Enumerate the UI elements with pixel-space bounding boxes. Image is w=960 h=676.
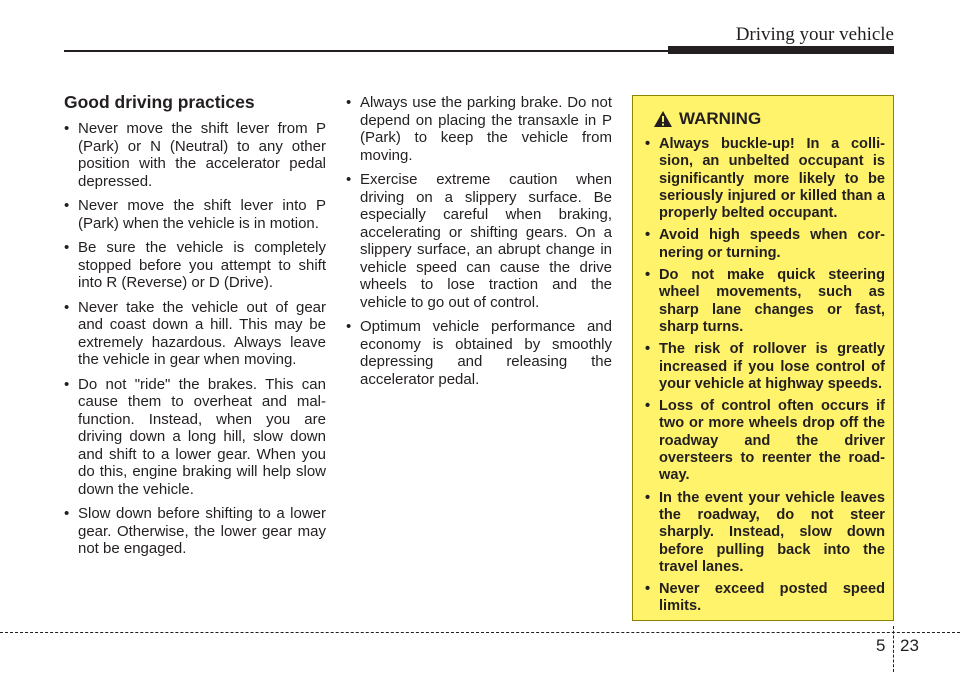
list-item: • Always use the parking brake. Do not depend on placing the transaxle in P (Park) to keep the vehicle from moving. [346, 94, 612, 164]
list-item: • Never exceed posted speed limits. [645, 581, 885, 616]
list-item: • Never move the shift lever from P (Park) or N (Neutral) to any other position with the accelerator pedal depressed. [64, 120, 326, 190]
list-item: • Be sure the vehicle is completely stopped before you attempt to shift into R (Reverse) or D (Drive). [64, 239, 326, 292]
warning-header [653, 108, 885, 130]
warning-box [632, 95, 894, 621]
list-item: • Loss of control often occurs if two or more wheels drop off the roadway and the driver oversteers to reenter the road-way. [645, 398, 885, 484]
footer-rule [0, 632, 960, 633]
practices-list-1 [64, 120, 326, 558]
chapter-number: 5 [876, 636, 886, 655]
list-item: • Optimum vehicle performance and economy is obtained by smoothly depressing and releasing the accelerator pedal. [346, 318, 612, 388]
list-item: • Do not "ride" the brakes. This can cause them to overheat and mal-function. Instead, when you are driving down a long hill, slow down and shift to a lower gear. When you do this, engine braking will help slow down the vehicle. [64, 376, 326, 499]
middle-column [346, 94, 612, 395]
list-item: • Exercise extreme caution when driving on a slippery surface. Be especially careful when braking, accelerating or shifting gears. On a slippery surface, an abrupt change in vehicle speed can cause the drive wheels to lose traction and the vehicle to go out of control. [346, 171, 612, 311]
list-item: • The risk of rollover is greatly increased if you lose control of your vehicle at highway speeds. [645, 341, 885, 393]
left-column [64, 92, 326, 565]
list-item: • Never take the vehicle out of gear and coast down a hill. This may be extremely hazardous. Always leave the vehicle in gear when moving. [64, 299, 326, 369]
warning-list [645, 136, 885, 616]
section-heading: Good driving practices [64, 92, 255, 112]
footer-divider [893, 626, 894, 672]
running-header-title: Driving your vehicle [735, 24, 894, 45]
list-item: • Always buckle-up! In a colli-sion, an unbelted occupant is significantly more likely to be seriously injured or killed than a properly belted occupant. [645, 136, 885, 222]
list-item: • Do not make quick steering wheel movements, such as sharp lane changes or fast, sharp turns. [645, 267, 885, 336]
warning-triangle-icon [653, 110, 673, 128]
list-item: • Never move the shift lever into P (Park) when the vehicle is in motion. [64, 197, 326, 232]
page-number: 23 [900, 636, 919, 655]
list-item: • Slow down before shifting to a lower gear. Otherwise, the lower gear may not be engaged. [64, 505, 326, 558]
warning-title: WARNING [679, 109, 762, 128]
list-item: • Avoid high speeds when cor-nering or turning. [645, 227, 885, 262]
list-item: • In the event your vehicle leaves the roadway, do not steer sharply. Instead, slow down before pulling back into the travel lanes. [645, 490, 885, 576]
header-bar [668, 46, 894, 54]
practices-list-2 [346, 94, 612, 388]
